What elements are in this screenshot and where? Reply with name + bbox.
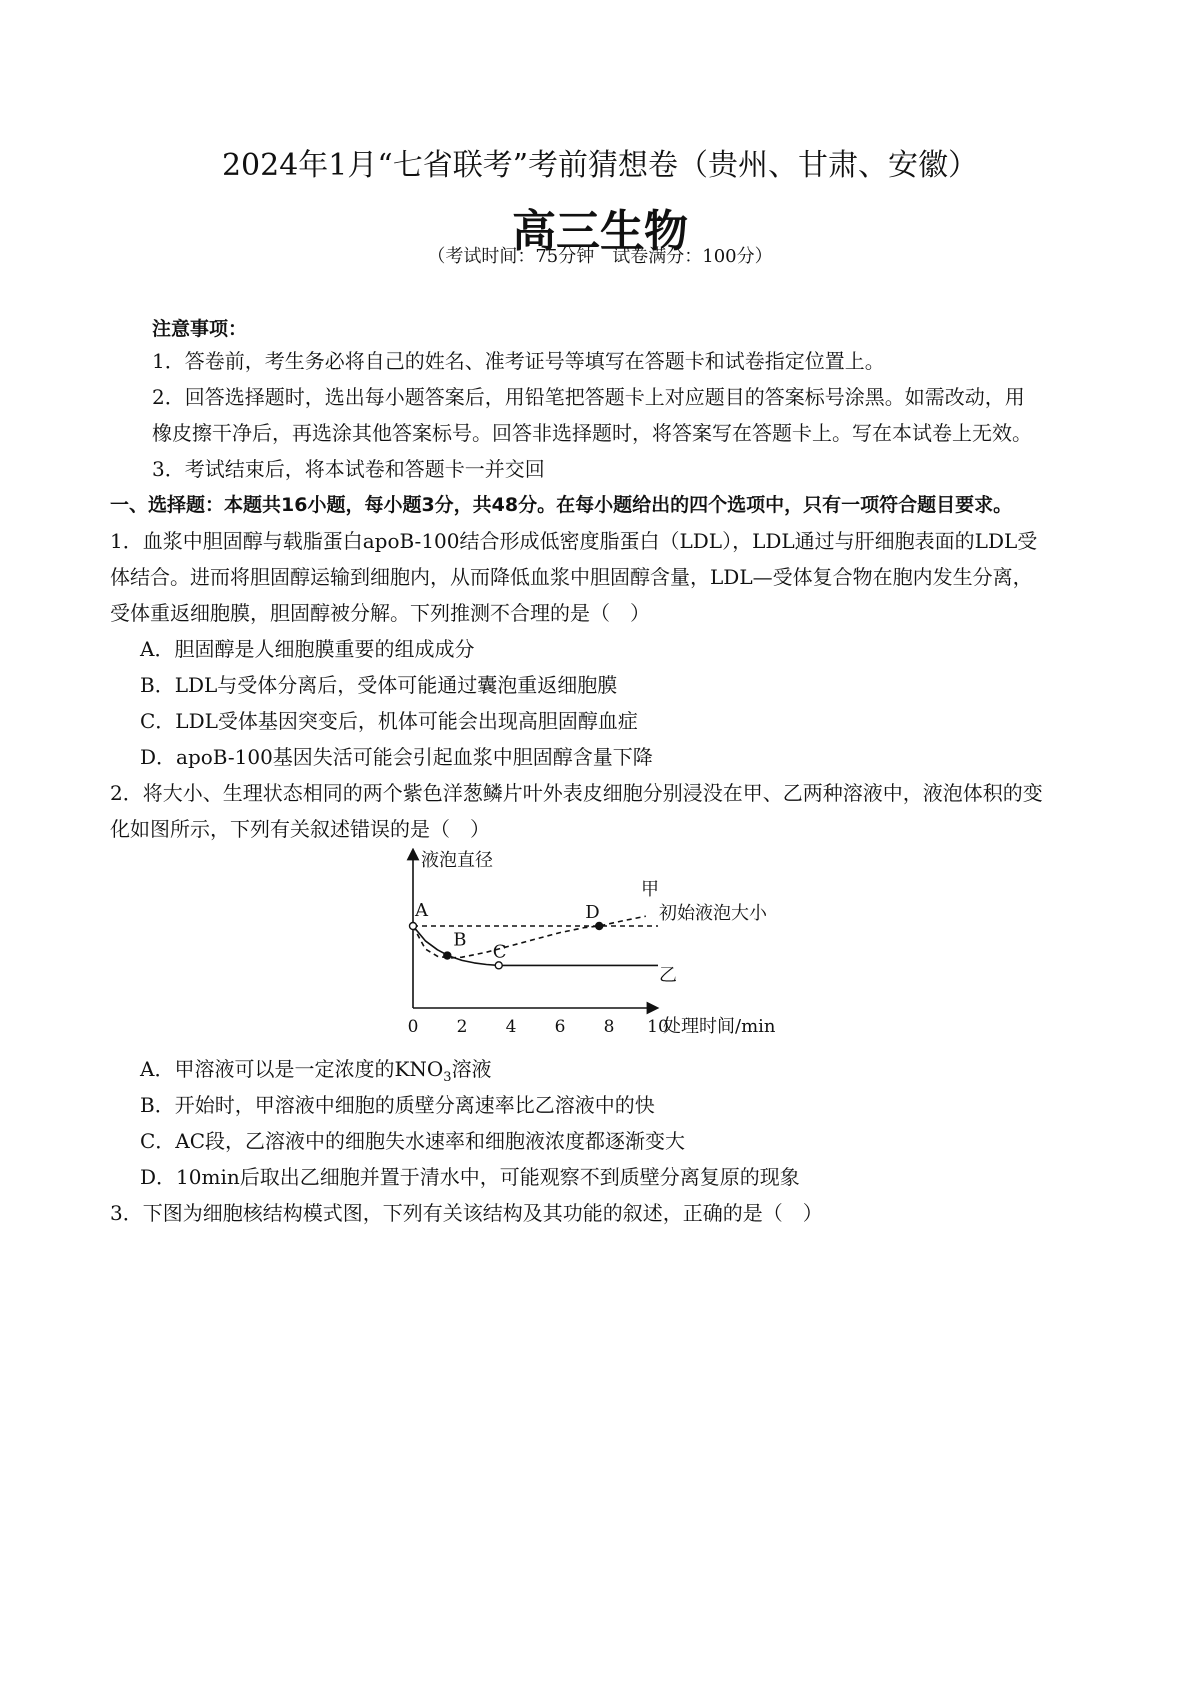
question-1-option-c: C．LDL受体基因突变后，机体可能会出现高胆固醇血症 (140, 709, 638, 733)
question-1-option-d: D．apoB-100基因失活可能会引起血浆中胆固醇含量下降 (140, 745, 653, 769)
question-2-line: 化如图所示，下列有关叙述错误的是（ ） (110, 817, 490, 841)
series-label-initial: 初始液泡大小 (659, 903, 767, 924)
data-point (596, 923, 603, 930)
data-point (495, 962, 502, 969)
question-2-option-b: B．开始时，甲溶液中细胞的质壁分离速率比乙溶液中的快 (140, 1093, 655, 1117)
data-point (410, 923, 417, 930)
point-label: C (492, 941, 507, 963)
question-2-line: 2．将大小、生理状态相同的两个紫色洋葱鳞片叶外表皮细胞分别浸没在甲、乙两种溶液中，液泡体积的变 (110, 781, 1043, 805)
x-tick-label: 6 (554, 1017, 566, 1037)
option-a-subscript: 3 (443, 1070, 452, 1085)
x-tick-labels (408, 1017, 669, 1037)
x-tick-label: 4 (505, 1017, 517, 1037)
question-3-line: 3．下图为细胞核结构模式图，下列有关该结构及其功能的叙述，正确的是（ ） (110, 1201, 823, 1225)
notice-item: 橡皮擦干净后，再选涂其他答案标号。回答非选择题时，将答案写在答题卡上。写在本试卷上无效。 (152, 421, 1032, 445)
y-axis-label: 液泡直径 (421, 850, 493, 871)
question-1-line: 受体重返细胞膜，胆固醇被分解。下列推测不合理的是（ ） (110, 601, 650, 625)
notice-item: 3．考试结束后，将本试卷和答题卡一并交回 (152, 457, 545, 481)
section-heading: 一、选择题：本题共16小题，每小题3分，共48分。在每小题给出的四个选项中，只有一项符合题目要求。 (110, 494, 1013, 516)
exam-info: （考试时间：75分钟 试卷满分：100分） (427, 246, 773, 267)
notice-item: 1．答卷前，考生务必将自己的姓名、准考证号等填写在答题卡和试卷指定位置上。 (152, 349, 885, 373)
exam-title: 2024年1月“七省联考”考前猜想卷（贵州、甘肃、安徽） (221, 148, 979, 183)
notice-item: 2．回答选择题时，选出每小题答案后，用铅笔把答题卡上对应题目的答案标号涂黑。如需改动，用 (152, 385, 1025, 409)
x-axis-label: 处理时间/min (663, 1016, 776, 1037)
point-label: D (585, 902, 600, 923)
series-label-jia: 甲 (641, 879, 659, 900)
points-layer (410, 900, 603, 969)
point-label: B (453, 929, 467, 951)
question-2-option-a (140, 1054, 492, 1093)
question-2-option-d: D．10min后取出乙细胞并置于清水中，可能观察不到质壁分离复原的现象 (140, 1165, 800, 1189)
data-point (444, 952, 451, 959)
series-line (413, 926, 658, 965)
vacuole-diameter-chart (395, 848, 825, 1048)
x-tick-label: 2 (456, 1017, 468, 1037)
option-a-suffix: 溶液 (451, 1057, 492, 1081)
subject-title: 高三生物 (512, 206, 688, 257)
series-label-yi: 乙 (659, 965, 677, 986)
option-a-text: A．甲溶液可以是一定浓度的KNO (140, 1057, 444, 1081)
x-tick-label: 10 (647, 1017, 669, 1037)
question-1-line: 体结合。进而将胆固醇运输到细胞内，从而降低血浆中胆固醇含量，LDL—受体复合物在胞内发生分离， (110, 565, 1033, 589)
notice-heading: 注意事项： (152, 318, 248, 340)
question-1-line: 1．血浆中胆固醇与载脂蛋白apoB-100结合形成低密度脂蛋白（LDL），LDL通过与肝细胞表面的LDL受 (110, 529, 1038, 553)
question-1-option-b: B．LDL与受体分离后，受体可能通过囊泡重返细胞膜 (140, 673, 618, 697)
question-1-option-a: A．胆固醇是人细胞膜重要的组成成分 (140, 637, 475, 661)
point-label: A (415, 900, 428, 921)
question-2-option-c: C．AC段，乙溶液中的细胞失水速率和细胞液浓度都逐渐变大 (140, 1129, 686, 1153)
x-tick-label: 0 (407, 1017, 419, 1037)
x-tick-label: 8 (603, 1017, 615, 1037)
